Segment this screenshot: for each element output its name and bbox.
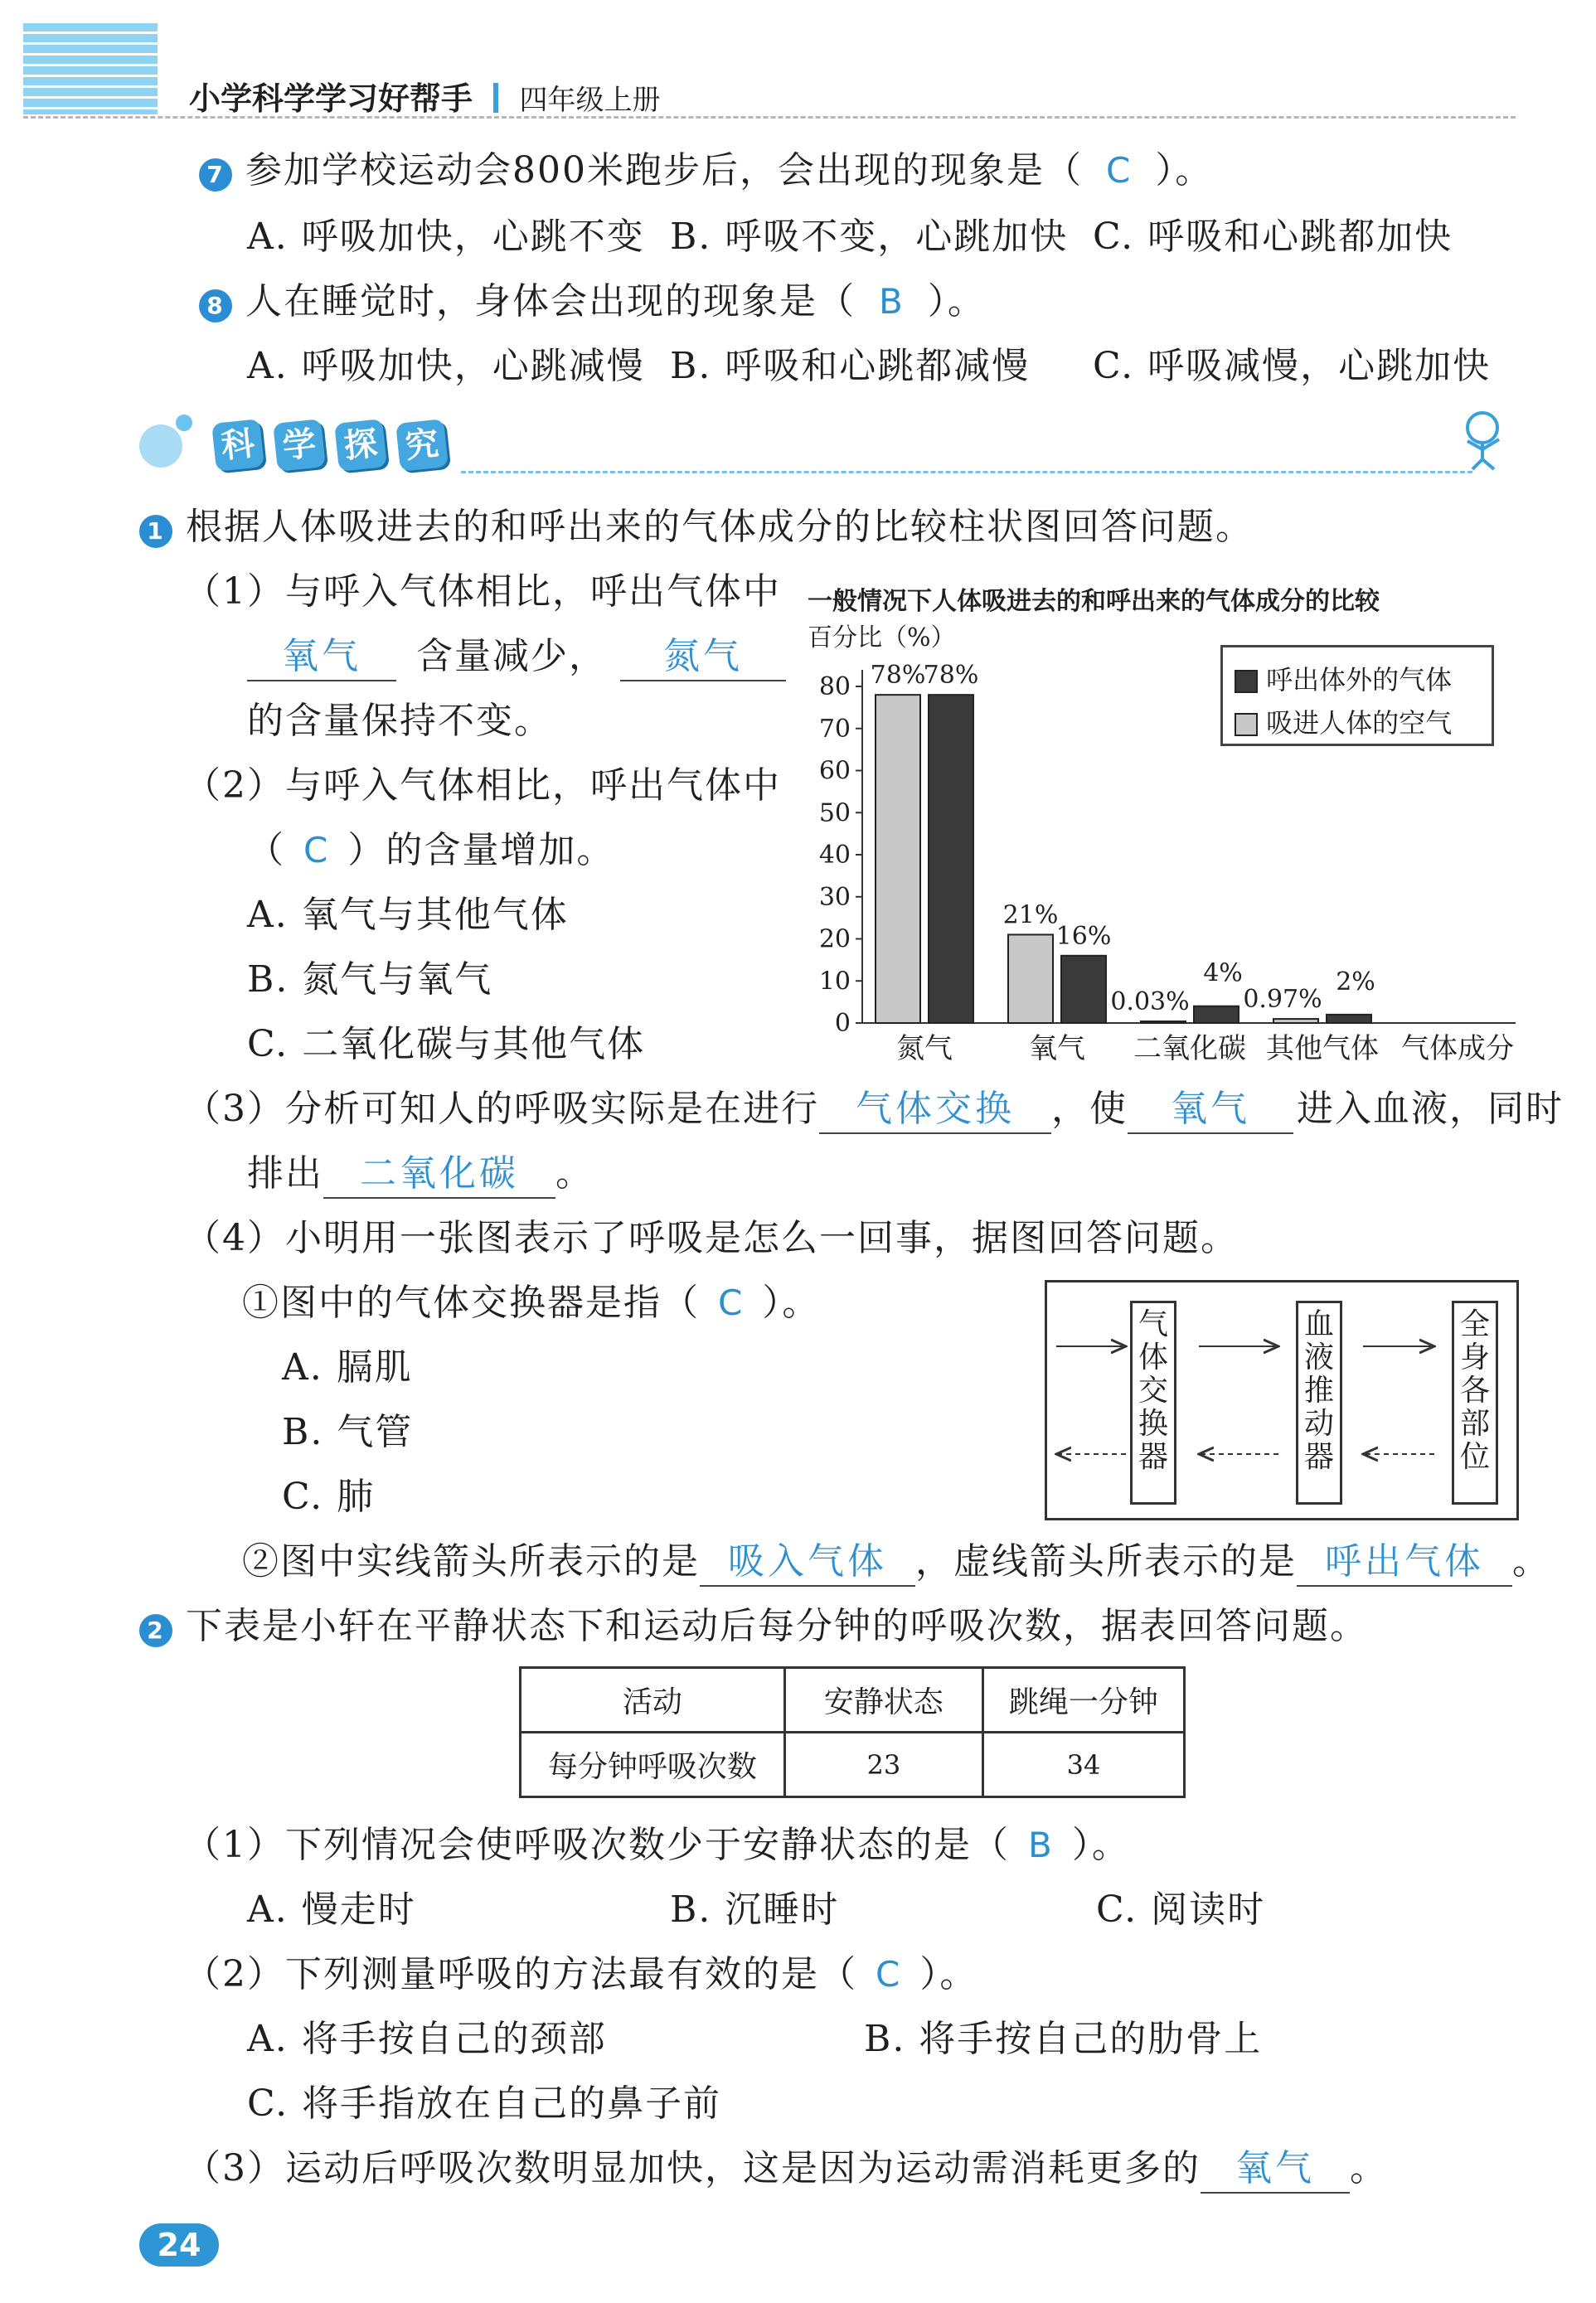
table-header-cell: 活动 — [521, 1668, 785, 1733]
data-label: 21% — [1002, 900, 1059, 930]
flow-arrows — [1045, 1280, 1519, 1520]
answer: C — [718, 1282, 745, 1323]
header-title — [189, 73, 660, 119]
option: B. 气管 — [282, 1411, 414, 1453]
paren: （ — [247, 829, 285, 871]
question-number: 8 — [199, 289, 232, 322]
sub-question-3 — [184, 1086, 1564, 1134]
text: ②图中实线箭头所表示的是 — [242, 1540, 700, 1583]
header-decoration — [23, 23, 158, 114]
option: B. 氮气与氧气 — [247, 958, 493, 1001]
sub-question-3-line2 — [247, 1151, 594, 1199]
x-tick-label: 氮气 — [896, 1032, 953, 1065]
mascot-icon — [1449, 406, 1516, 473]
legend-item — [1235, 702, 1452, 740]
text: ①图中的气体交换器是指（ — [242, 1282, 700, 1324]
option: A. 慢走时 — [247, 1888, 416, 1931]
fill-blank[interactable]: 氮气 — [620, 633, 786, 681]
legend-swatch — [1235, 670, 1258, 693]
answer: C — [876, 1954, 902, 1995]
sub-question-1: （1）与呼入气体相比，呼出气体中 — [184, 570, 781, 613]
option: B. 将手按自己的肋骨上 — [864, 2018, 1263, 2060]
y-tick-label: 10 — [818, 967, 851, 996]
x-tick-label: 二氧化碳 — [1133, 1032, 1246, 1065]
option: A. 呼吸加快，心跳减慢 — [247, 345, 645, 387]
question-7 — [199, 148, 1213, 194]
section-char: 探 — [334, 419, 387, 472]
section-char: 学 — [273, 419, 326, 472]
problem-number: 1 — [139, 515, 172, 548]
bar — [1327, 1015, 1371, 1023]
question-close: ）。 — [927, 280, 986, 322]
problem-text: 下表是小轩在平静状态下和运动后每分钟的呼吸次数，据表回答问题。 — [186, 1605, 1368, 1647]
page-number: 24 — [139, 2223, 219, 2267]
x-axis-label: 气体成分 — [1401, 1032, 1514, 1065]
flow-box-label: 全身各部位 — [1459, 1307, 1490, 1474]
text: 。 — [1512, 1540, 1550, 1583]
y-tick-label: 40 — [818, 841, 851, 870]
table-header-row — [521, 1668, 1185, 1733]
option: A. 氧气与其他气体 — [247, 894, 569, 936]
section-char: 究 — [395, 419, 449, 472]
bubble-decoration — [176, 415, 192, 431]
data-label: 16% — [1055, 921, 1112, 951]
flow-box-label: 血液推动器 — [1303, 1307, 1334, 1474]
bar-chart — [796, 580, 1526, 1078]
bar — [1273, 1019, 1318, 1023]
option: C. 将手指放在自己的鼻子前 — [247, 2082, 722, 2125]
question-number: 7 — [199, 158, 232, 192]
y-axis-label: 百分比（%） — [808, 623, 956, 652]
text: （3）运动后呼吸次数明显加快，这是因为运动需消耗更多的 — [184, 2147, 1201, 2189]
legend-swatch — [1235, 713, 1258, 736]
option: B. 呼吸不变，心跳加快 — [670, 216, 1069, 258]
text: 含量减少， — [416, 635, 607, 677]
table-cell: 34 — [982, 1733, 1184, 1797]
text: （1）下列情况会使呼吸次数少于安静状态的是（ — [184, 1824, 1010, 1866]
table-header-cell: 安静状态 — [784, 1668, 982, 1733]
sub-question-4-q1 — [242, 1280, 820, 1326]
option: C. 二氧化碳与其他气体 — [247, 1023, 646, 1065]
sub-question-4-q2 — [242, 1539, 1550, 1587]
y-tick-label: 30 — [818, 882, 851, 912]
data-label: 0.97% — [1243, 985, 1322, 1015]
question-8 — [199, 279, 986, 325]
bar — [929, 695, 973, 1023]
book-title: 小学科学学习好帮手 — [189, 80, 473, 117]
chart-title: 一般情况下人体吸进去的和呼出来的气体成分的比较 — [808, 587, 1380, 616]
answer: B — [1028, 1825, 1054, 1865]
option: C. 呼吸减慢，心跳加快 — [1093, 345, 1492, 387]
flow-box-label: 气体交换器 — [1138, 1307, 1168, 1474]
text: ，使 — [1051, 1088, 1128, 1130]
problem-2-sub-3 — [184, 2145, 1388, 2194]
option: B. 沉睡时 — [670, 1888, 840, 1931]
option: A. 膈肌 — [282, 1346, 413, 1389]
text: （3）分析可知人的呼吸实际是在进行 — [184, 1088, 819, 1130]
option: C. 呼吸和心跳都加快 — [1093, 216, 1453, 258]
problem-2-sub-2 — [184, 1951, 977, 1998]
table-cell: 每分钟呼吸次数 — [521, 1733, 785, 1797]
y-tick-label: 80 — [818, 672, 851, 701]
section-char: 科 — [211, 419, 264, 472]
table-cell: 23 — [784, 1733, 982, 1797]
sub-question-1-line3: 的含量保持不变。 — [247, 700, 552, 742]
problem-2-sub-1 — [184, 1822, 1130, 1869]
sub-question-4: （4）小明用一张图表示了呼吸是怎么一回事，据图回答问题。 — [184, 1217, 1239, 1259]
data-label: 0.03% — [1110, 987, 1190, 1016]
y-tick-label: 0 — [834, 1009, 851, 1038]
option: C. 阅读时 — [1096, 1888, 1266, 1931]
data-label: 78% — [923, 661, 979, 691]
chart-legend — [1220, 645, 1494, 746]
question-close: ）。 — [1155, 149, 1214, 192]
problem-text: 根据人体吸进去的和呼出来的气体成分的比较柱状图回答问题。 — [186, 506, 1254, 548]
fill-blank[interactable]: 氧气 — [1201, 2145, 1350, 2194]
fill-blank[interactable]: 呼出气体 — [1297, 1539, 1512, 1587]
problem-1-stem — [139, 504, 1254, 550]
question-text: 人在睡觉时，身体会出现的现象是（ — [245, 280, 856, 322]
x-tick-label: 其他气体 — [1266, 1032, 1379, 1065]
text: 。 — [1350, 2147, 1388, 2189]
y-tick-label: 60 — [818, 756, 851, 786]
bar — [1061, 956, 1106, 1023]
data-label: 2% — [1336, 967, 1375, 996]
y-tick-label: 20 — [818, 924, 851, 954]
data-label: 78% — [870, 661, 926, 691]
header-divider — [493, 83, 498, 113]
sub-question-1-line2 — [247, 633, 786, 681]
option: B. 呼吸和心跳都减慢 — [670, 345, 1031, 387]
fill-blank[interactable]: 氧气 — [1128, 1086, 1293, 1134]
fill-blank[interactable]: 氧气 — [247, 633, 396, 681]
text: ，虚线箭头所表示的是 — [915, 1540, 1297, 1583]
x-tick-label: 氧气 — [1029, 1032, 1085, 1065]
y-tick-label: 50 — [818, 798, 851, 828]
fill-blank[interactable]: 气体交换 — [819, 1086, 1051, 1134]
option: A. 将手按自己的颈部 — [247, 2018, 607, 2060]
fill-blank[interactable]: 二氧化碳 — [323, 1151, 555, 1199]
header-divider-line — [23, 116, 1516, 119]
breathing-table — [519, 1666, 1186, 1798]
grade-label: 四年级上册 — [519, 84, 661, 117]
bar — [1194, 1006, 1239, 1023]
text: ）的含量增加。 — [347, 829, 615, 871]
y-tick-label: 70 — [818, 714, 851, 744]
section-dotted-line — [461, 471, 1472, 473]
sub-question-2: （2）与呼入气体相比，呼出气体中 — [184, 764, 781, 807]
option: A. 呼吸加快，心跳不变 — [247, 216, 645, 258]
question-text: 参加学校运动会800米跑步后，会出现的现象是（ — [245, 149, 1083, 192]
table-row — [521, 1733, 1185, 1797]
text: ）。 — [919, 1953, 978, 1995]
text: （2）下列测量呼吸的方法最有效的是（ — [184, 1953, 857, 1995]
fill-blank[interactable]: 吸入气体 — [700, 1539, 915, 1587]
data-label: 4% — [1203, 958, 1243, 988]
option: C. 肺 — [282, 1476, 376, 1518]
problem-2-stem — [139, 1603, 1368, 1650]
table-header-cell: 跳绳一分钟 — [982, 1668, 1184, 1733]
problem-number: 2 — [139, 1614, 172, 1647]
text: ）。 — [762, 1282, 821, 1324]
text: 进入血液，同时 — [1297, 1088, 1564, 1130]
legend-label: 呼出体外的气体 — [1266, 664, 1453, 696]
bar — [1008, 934, 1053, 1023]
text: 。 — [555, 1152, 594, 1195]
text: ）。 — [1071, 1824, 1130, 1866]
flow-diagram — [1045, 1280, 1519, 1520]
sub-question-2-line2 — [247, 827, 614, 874]
answer: B — [879, 281, 905, 322]
bar — [1141, 1021, 1186, 1023]
bubble-decoration — [139, 424, 182, 468]
legend-item — [1235, 659, 1452, 697]
answer: C — [303, 830, 330, 870]
bar — [876, 695, 920, 1023]
answer: C — [1105, 150, 1133, 191]
text: 排出 — [247, 1152, 323, 1195]
legend-label: 吸进人体的空气 — [1266, 707, 1453, 739]
